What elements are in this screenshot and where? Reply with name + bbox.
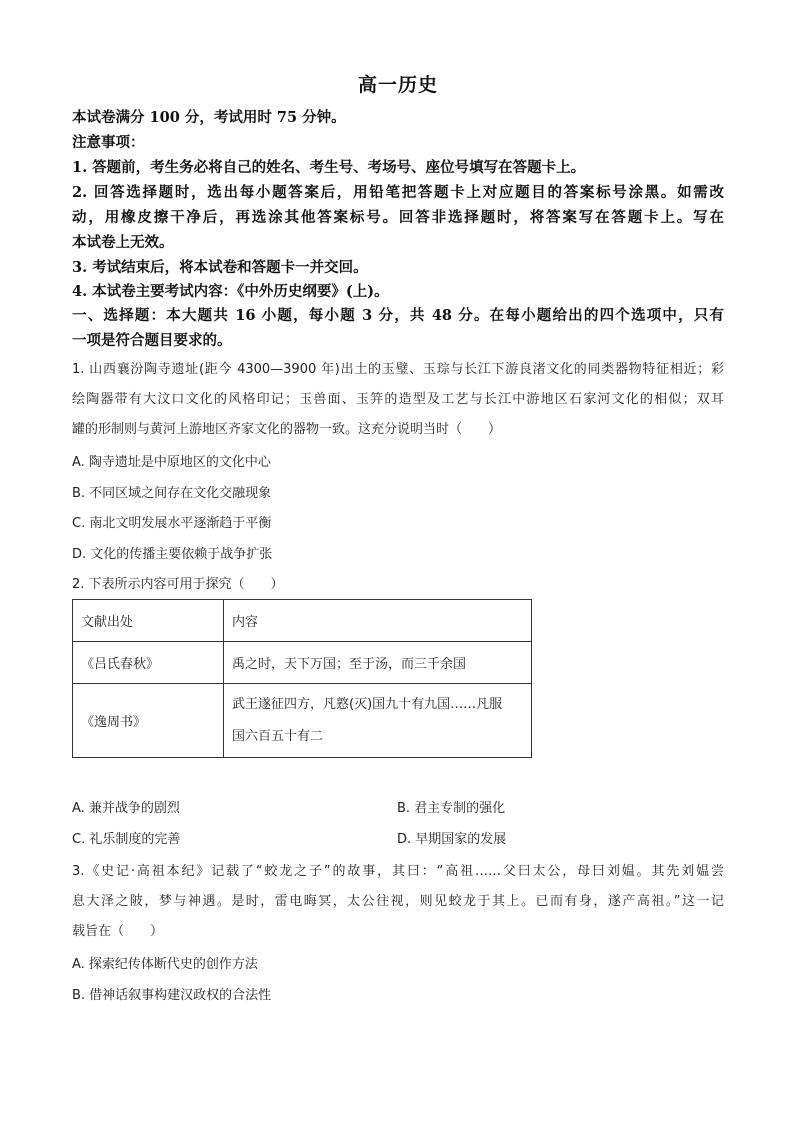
q1-stem-line-2: 绘陶器带有大汶口文化的风格印记；玉兽面、玉笄的造型及工艺与长江中游地区石家河文化的相似；双耳 [72, 392, 724, 407]
q1-stem-line-3: 罐的形制则与黄河上游地区齐家文化的器物一致。这充分说明当时（ ） [72, 422, 502, 437]
q3-option-a[interactable]: A. 探索纪传体断代史的创作方法 [72, 957, 258, 972]
table-row [73, 642, 532, 684]
page-title: 高一历史 [357, 74, 438, 96]
section-heading-line-1: 一、选择题：本大题共 16 小题，每小题 3 分，共 48 分。在每小题给出的四个选项中，只有 [72, 307, 724, 324]
q1-option-d[interactable]: D. 文化的传播主要依赖于战争扩张 [72, 547, 273, 562]
notice-item-2-line-3: 本试卷上无效。 [72, 234, 174, 251]
notice-item-2-line-1: 2. 回答选择题时，选出每小题答案后，用铅笔把答题卡上对应题目的答案标号涂黑。如需改 [72, 184, 724, 201]
notice-item-4: 4. 本试卷主要考试内容：《中外历史纲要》(上)。 [72, 283, 389, 300]
table-header-content: 内容 [224, 600, 532, 642]
q2-source-table [72, 599, 532, 758]
q3-stem-line-1: 3.《史记·高祖本纪》记载了“蛟龙之子”的故事，其曰：“高祖……父曰太公，母曰刘媪。其先刘媪尝 [72, 864, 724, 879]
q1-option-b[interactable]: B. 不同区域之间存在文化交融现象 [72, 486, 272, 501]
q2-option-d[interactable]: D. 早期国家的发展 [397, 832, 507, 847]
q2-option-c[interactable]: C. 礼乐制度的完善 [72, 832, 181, 847]
table-cell-content-line-1: 武王遂征四方，凡憝(灭)国九十有九国……凡服 [232, 696, 503, 712]
table-cell-source: 《吕氏春秋》 [73, 642, 224, 684]
table-header-source: 文献出处 [73, 600, 224, 642]
table-cell-content-line-2: 国六百五十有二 [232, 728, 324, 744]
q2-stem: 2. 下表所示内容可用于探究（ ） [72, 577, 284, 592]
table-row [73, 684, 532, 758]
q1-option-c[interactable]: C. 南北文明发展水平逐渐趋于平衡 [72, 516, 272, 531]
q3-option-b[interactable]: B. 借神话叙事构建汉政权的合法性 [72, 988, 272, 1003]
table-cell-content [224, 684, 532, 758]
table-header-row [73, 600, 532, 642]
q1-stem-line-1: 1. 山西襄汾陶寺遗址(距今 4300—3900 年)出土的玉璧、玉琮与长江下游良渚文化的同类器物特征相近；彩 [72, 362, 724, 377]
q2-option-b[interactable]: B. 君主专制的强化 [397, 801, 506, 816]
notice-item-1: 1. 答题前，考生务必将自己的姓名、考生号、考场号、座位号填写在答题卡上。 [72, 159, 586, 176]
q3-stem-line-2: 息大泽之陂，梦与神遇。是时，雷电晦冥，太公往视，则见蛟龙于其上。已而有身，遂产高祖。”这一记 [72, 894, 724, 909]
table-cell-content: 禹之时，天下万国；至于汤，而三千余国 [224, 642, 532, 684]
notice-item-2-line-2: 动，用橡皮擦干净后，再选涂其他答案标号。回答非选择题时，将答案写在答题卡上。写在 [72, 209, 724, 226]
q1-option-a[interactable]: A. 陶寺遗址是中原地区的文化中心 [72, 455, 271, 470]
exam-info: 本试卷满分 100 分，考试用时 75 分钟。 [72, 109, 346, 126]
section-heading-line-2: 一项是符合题目要求的。 [72, 332, 232, 349]
notice-heading: 注意事项： [72, 134, 145, 151]
q3-stem-line-3: 载旨在（ ） [72, 924, 164, 939]
notice-item-3: 3. 考试结束后，将本试卷和答题卡一并交回。 [72, 259, 368, 276]
table-cell-source: 《逸周书》 [73, 684, 224, 758]
q2-option-a[interactable]: A. 兼并战争的剧烈 [72, 801, 180, 816]
